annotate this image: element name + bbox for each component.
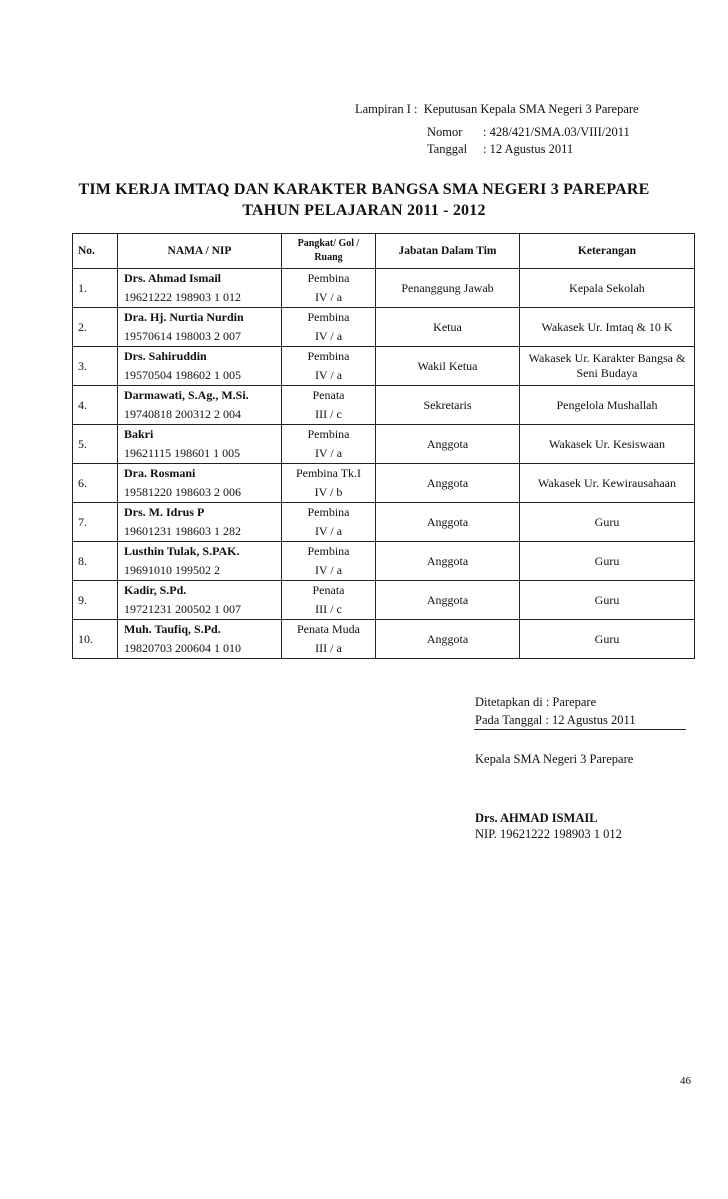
cell-jabatan: Ketua	[376, 308, 520, 347]
tanggal-line	[427, 141, 573, 157]
cell-nama-nip	[118, 503, 282, 542]
signature-underline	[474, 729, 686, 730]
cell-jabatan: Penanggung Jawab	[376, 269, 520, 308]
cell-no: 5.	[73, 425, 118, 464]
cell-nama: Drs. Sahiruddin	[124, 349, 207, 363]
cell-pangkat	[282, 269, 376, 308]
cell-pangkat	[282, 347, 376, 386]
cell-nip: 19581220 198603 2 006	[124, 485, 241, 499]
cell-pangkat	[282, 503, 376, 542]
col-header-pangkat-line1: Pangkat/ Gol /	[297, 238, 360, 249]
table-row	[73, 464, 695, 503]
cell-pangkat-name: Pembina	[307, 271, 350, 285]
table-row	[73, 425, 695, 464]
cell-nama: Bakri	[124, 427, 154, 441]
signer-position: Kepala SMA Negeri 3 Parepare	[475, 752, 634, 766]
cell-gol: IV / a	[314, 524, 343, 538]
cell-nama: Muh. Taufiq, S.Pd.	[124, 622, 221, 636]
cell-pangkat	[282, 542, 376, 581]
nomor-label: Nomor	[427, 125, 463, 139]
cell-nip: 19721231 200502 1 007	[124, 602, 241, 616]
cell-nip: 19570614 198003 2 007	[124, 329, 241, 343]
ditetapkan-line: Ditetapkan di : Parepare	[475, 695, 597, 709]
cell-jabatan: Wakil Ketua	[376, 347, 520, 386]
cell-no: 10.	[73, 620, 118, 659]
col-header-pangkat	[282, 234, 376, 269]
table-row	[73, 581, 695, 620]
lampiran-value: Keputusan Kepala SMA Negeri 3 Parepare	[423, 102, 639, 116]
table-row	[73, 386, 695, 425]
cell-jabatan: Anggota	[376, 620, 520, 659]
cell-jabatan: Sekretaris	[376, 386, 520, 425]
cell-gol: IV / b	[314, 485, 343, 499]
tanggal-label: Tanggal	[427, 142, 468, 156]
cell-nama: Kadir, S.Pd.	[124, 583, 187, 597]
cell-no: 3.	[73, 347, 118, 386]
cell-pangkat-name: Pembina	[307, 544, 350, 558]
cell-keterangan: Wakasek Ur. Imtaq & 10 K	[520, 308, 695, 347]
cell-pangkat-name: Penata	[312, 388, 345, 402]
cell-keterangan: Wakasek Ur. Karakter Bangsa & Seni Budaya	[520, 347, 695, 386]
col-header-jabatan: Jabatan Dalam Tim	[376, 234, 520, 269]
cell-gol: IV / a	[314, 368, 343, 382]
cell-jabatan: Anggota	[376, 581, 520, 620]
cell-keterangan: Kepala Sekolah	[520, 269, 695, 308]
nomor-line	[427, 124, 630, 140]
cell-pangkat	[282, 425, 376, 464]
document-title: TIM KERJA IMTAQ DAN KARAKTER BANGSA SMA NEGERI 3 PAREPARE	[78, 181, 650, 198]
cell-jabatan: Anggota	[376, 542, 520, 581]
cell-pangkat-name: Pembina	[307, 349, 350, 363]
col-header-keterangan: Keterangan	[520, 234, 695, 269]
cell-nama: Drs. M. Idrus P	[124, 505, 205, 519]
cell-gol: IV / a	[314, 329, 343, 343]
col-header-nama: NAMA / NIP	[118, 234, 282, 269]
cell-nama-nip	[118, 425, 282, 464]
cell-nip: 19820703 200604 1 010	[124, 641, 241, 655]
cell-nama-nip	[118, 581, 282, 620]
cell-jabatan: Anggota	[376, 425, 520, 464]
cell-keterangan: Wakasek Ur. Kesiswaan	[520, 425, 695, 464]
cell-nip: 19621222 198903 1 012	[124, 290, 241, 304]
cell-jabatan: Anggota	[376, 503, 520, 542]
cell-no: 2.	[73, 308, 118, 347]
signer-nip: NIP. 19621222 198903 1 012	[475, 827, 622, 841]
table-row	[73, 503, 695, 542]
col-header-no: No.	[73, 234, 118, 269]
cell-nama: Dra. Rosmani	[124, 466, 196, 480]
cell-pangkat	[282, 464, 376, 503]
cell-keterangan: Wakasek Ur. Kewirausahaan	[520, 464, 695, 503]
cell-nama: Drs. Ahmad Ismail	[124, 271, 222, 285]
cell-no: 8.	[73, 542, 118, 581]
cell-nip: 19621115 198601 1 005	[124, 446, 241, 460]
cell-pangkat-name: Pembina	[307, 427, 350, 441]
cell-no: 6.	[73, 464, 118, 503]
cell-nama: Dra. Hj. Nurtia Nurdin	[124, 310, 244, 324]
cell-pangkat-name: Pembina	[307, 505, 350, 519]
cell-nama-nip	[118, 347, 282, 386]
cell-keterangan: Guru	[520, 620, 695, 659]
cell-gol: III / c	[315, 407, 342, 421]
cell-pangkat	[282, 620, 376, 659]
cell-gol: IV / a	[314, 290, 343, 304]
tim-kerja-table	[72, 233, 695, 659]
cell-keterangan: Guru	[520, 581, 695, 620]
cell-pangkat-name: Pembina	[307, 310, 350, 324]
cell-nama-nip	[118, 308, 282, 347]
cell-pangkat	[282, 308, 376, 347]
cell-no: 4.	[73, 386, 118, 425]
lampiran-label: Lampiran I :	[355, 102, 418, 116]
cell-nama-nip	[118, 620, 282, 659]
nomor-value: : 428/421/SMA.03/VIII/2011	[483, 125, 630, 139]
cell-nip: 19601231 198603 1 282	[124, 524, 241, 538]
col-header-pangkat-line2: Ruang	[314, 252, 343, 263]
cell-jabatan: Anggota	[376, 464, 520, 503]
cell-nip: 19740818 200312 2 004	[124, 407, 241, 421]
cell-no: 7.	[73, 503, 118, 542]
cell-nama-nip	[118, 269, 282, 308]
cell-nip: 19570504 198602 1 005	[124, 368, 241, 382]
cell-nama: Lusthin Tulak, S.PAK.	[124, 544, 240, 558]
signer-name: Drs. AHMAD ISMAIL	[475, 811, 598, 825]
cell-gol: III / c	[315, 602, 342, 616]
cell-gol: IV / a	[314, 563, 343, 577]
table-header-row	[73, 234, 695, 269]
cell-pangkat	[282, 386, 376, 425]
cell-nama-nip	[118, 542, 282, 581]
table-row	[73, 308, 695, 347]
cell-nama-nip	[118, 386, 282, 425]
cell-pangkat	[282, 581, 376, 620]
lampiran-line	[355, 101, 639, 117]
table-row	[73, 620, 695, 659]
cell-nip: 19691010 199502 2	[124, 563, 220, 577]
cell-pangkat-name: Penata Muda	[297, 622, 360, 636]
cell-keterangan: Guru	[520, 503, 695, 542]
table-row	[73, 269, 695, 308]
pada-tanggal-line: Pada Tanggal : 12 Agustus 2011	[475, 713, 636, 727]
cell-gol: III / a	[315, 641, 342, 655]
cell-pangkat-name: Pembina Tk.I	[295, 466, 362, 480]
cell-pangkat-name: Penata	[312, 583, 345, 597]
table-row	[73, 347, 695, 386]
tanggal-value: : 12 Agustus 2011	[483, 142, 574, 156]
cell-no: 1.	[73, 269, 118, 308]
cell-no: 9.	[73, 581, 118, 620]
cell-nama: Darmawati, S.Ag., M.Si.	[124, 388, 249, 402]
cell-gol: IV / a	[314, 446, 343, 460]
document-subtitle: TAHUN PELAJARAN 2011 - 2012	[242, 202, 486, 219]
cell-nama-nip	[118, 464, 282, 503]
table-row	[73, 542, 695, 581]
page-number: 46	[680, 1075, 691, 1087]
cell-keterangan: Guru	[520, 542, 695, 581]
cell-keterangan: Pengelola Mushallah	[520, 386, 695, 425]
